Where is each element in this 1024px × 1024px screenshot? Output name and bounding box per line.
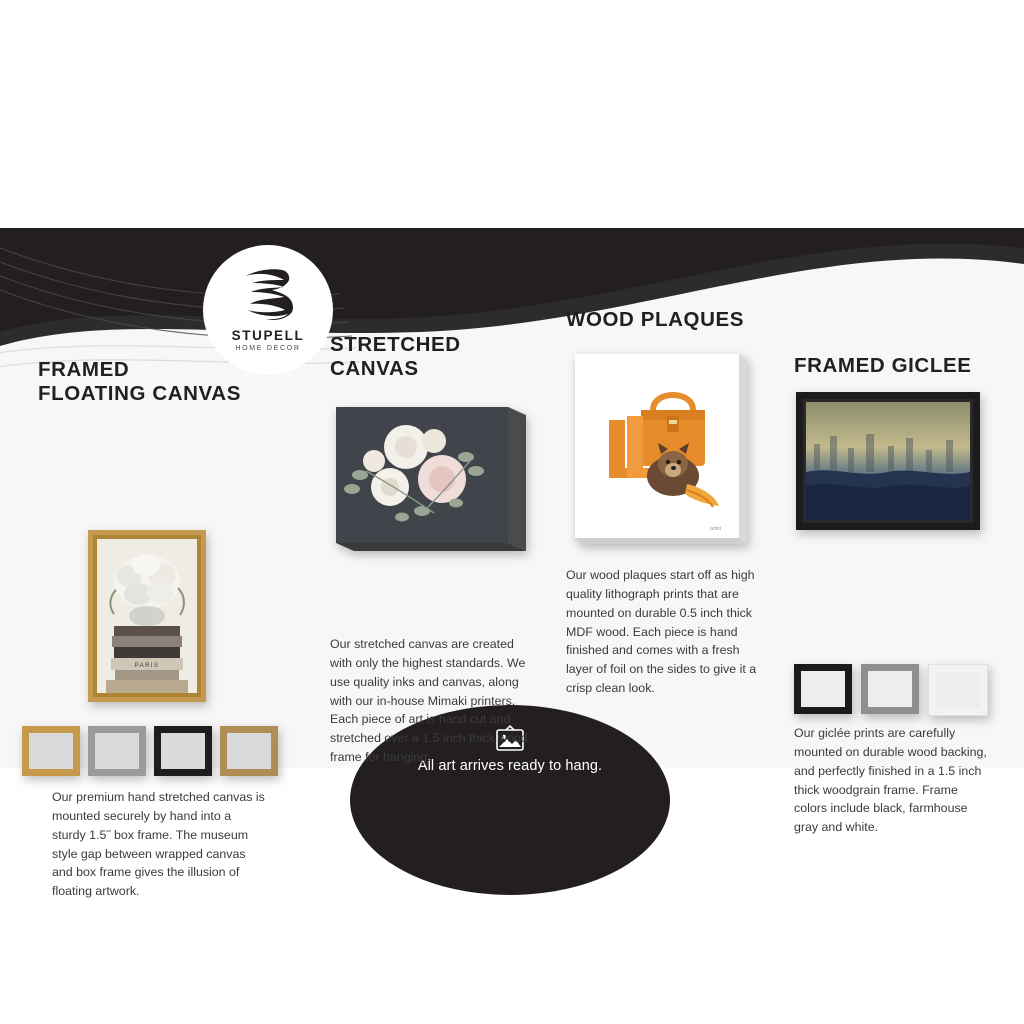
farmhouse-gray-frame-swatch[interactable]: [861, 664, 919, 714]
black-frame-swatch[interactable]: [794, 664, 852, 714]
frame-color-swatches: [22, 726, 278, 776]
column-title: FRAMED GICLEE: [794, 354, 972, 377]
svg-text:artist: artist: [710, 526, 721, 532]
stretched-canvas-artwork: [330, 401, 526, 563]
framed-floating-canvas-artwork: [88, 530, 206, 707]
brand-logo-badge: [203, 245, 333, 375]
column-description: Our wood plaques start off as high quality lithograph prints that are mounted on durable 0.5 inch thick MDF wood. Each piece is hand finished and comes with a fresh layer of foil on the sides to give it a crisp clean look.: [566, 568, 757, 696]
column-description: Our premium hand stretched canvas is mounted securely by hand into a sturdy 1.5˝ box frame. The museum style gap between wrapped canvas and box frame gives the illusion of floating artwork.: [52, 790, 265, 899]
column-title: WOOD PLAQUES: [566, 308, 745, 331]
gray-frame-swatch[interactable]: [88, 726, 146, 776]
framed-giclee-artwork: [796, 392, 980, 535]
giclee-frame-color-swatches: [794, 664, 988, 716]
swan-logo-icon: [240, 268, 296, 327]
white-frame-swatch[interactable]: [928, 664, 988, 716]
column-stretched-canvas: [330, 333, 545, 765]
column-description: Our stretched canvas are created with only the highest standards. We use quality inks and canvas, along with our in-house Mimaki printers. Each piece of art is hand cut and stretched over a 1.5 inch thick wood frame for hanging.: [330, 637, 528, 765]
column-title: STRETCHED CANVAS: [330, 333, 461, 381]
column-wood-plaques: [566, 308, 771, 696]
brand-name: STUPELL: [231, 327, 305, 343]
column-title: FRAMED FLOATING CANVAS: [38, 358, 241, 406]
column-description: Our giclée prints are carefully mounted on durable wood backing, and perfectly finished in a 1.5 inch thick woodgrain frame. Frame colors include black, farmhouse gray and white.: [794, 726, 987, 835]
black-frame-swatch[interactable]: [154, 726, 212, 776]
ready-to-hang-text: All art arrives ready to hang.: [417, 758, 603, 774]
column-framed-giclee: [794, 354, 994, 835]
gold-frame-swatch[interactable]: [22, 726, 80, 776]
wood-plaque-artwork: [569, 350, 747, 553]
infographic-panel: [0, 228, 1024, 899]
brand-tagline: HOME DECOR: [235, 345, 301, 353]
natural-wood-frame-swatch[interactable]: [220, 726, 278, 776]
svg-text:PARIS: PARIS: [134, 663, 160, 669]
